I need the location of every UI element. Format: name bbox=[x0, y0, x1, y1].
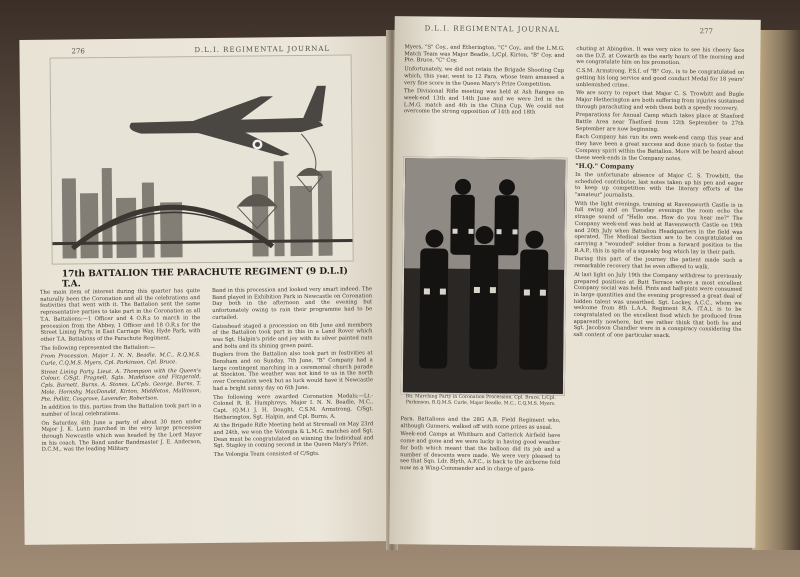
left-column-1 bbox=[40, 288, 202, 456]
right-column-2 bbox=[573, 46, 744, 343]
paragraph: In the unfortunate absence of Major C. S. Trowbitt, the scheduled contributor, last notes taken up his pen and eager to keep up competition with the literary efforts of the "amateur" journalists. bbox=[574, 171, 744, 199]
photo-caption: Bn. Marching Party in Coronation Procession. Cpl. Bruce, L/Cpl. Parkinson, R.Q.M.S. Curle, Major Beadle, M.C., C.Q.M.S. Myers. bbox=[405, 394, 556, 407]
paragraph: At last light on July 19th the Company withdrew to previously prepared positions at Butt Terrace where a most excellent Company social was held. Pints and half-pints were consumed in large quantities and the evening progressed a great deal of hidden talent was unearthed. Sgt. Lockey, A.C.C., whom we welcome from 8th L.A.A. Regiment R.A. (T.A.), is to be congratulated on the excellent food which he produced from apparently nowhere, but we rather think that both he and Sgt. Jacobson Chandler were in a conspiracy considering the salt content of one particular snack. bbox=[573, 271, 743, 340]
paragraph: Unfortunately, we did not retain the Brigade Shooting Cup which, this year, went to 12 Para, whose team amassed a very fine score in the Queen Mary's Prize Competition. bbox=[404, 66, 565, 88]
marching-party-photo bbox=[401, 156, 567, 396]
paragraph: On Saturday, 6th June a party of about 30 men under Major J. K. Lunn marched in the very large procession through Newcastle which was headed by the Lord Mayor in his coach. The Band under Bandmaster J. E. Anderson, D.C.M., was the leading Military bbox=[41, 418, 202, 454]
paragraph: Gateshead staged a procession on 6th June and members of the Battalion took part in this in a Land Rover which was Sgt. Halpin's pride and joy with its silver painted nuts and bolts and its shining green paint. bbox=[212, 321, 373, 350]
aircraft-parachute-illustration bbox=[50, 54, 354, 264]
right-column-1-top bbox=[404, 44, 565, 119]
paragraph: From Procession. Major I. N. N. Beadle, M.C., R.Q.M.S. Curle, C.Q.M.S. Myers, Cpl. Parkinson, Cpl. Bruce. bbox=[40, 352, 201, 367]
paragraph: Preparations for Annual Camp which takes place at Stanford Battle Area near Thetford from 12th September to 27th September are now beginning. bbox=[575, 112, 744, 133]
paragraph: The Divisional Rifle meeting was held at Ash Ranges on week-end 13th and 14th June and we were 3rd in the L.M.G. match and 4th in the China Cup. We could not overcome the strong opposition of 14th and 18th bbox=[403, 88, 565, 116]
paragraph: Street Lining Party. Lieut. A. Thompson with the Queen's Colour, C/Sgt. Pragnell, Sgts. Maddison and Fitzgerald, Cpls. Barnett, Burns, A. Stones, L/Cpls. George, Burns, T. Mole, Hornsby, MacDonald, Kirton, Middleton, Mallinson, Pte. Pollitt, Cosgrove, Lavender, Robertson. bbox=[40, 367, 202, 403]
paragraph: Myers, "S" Coy., and Etherington, "C" Coy., and the L.M.G. Match Team was Major Beadle, L/Cpl. Kirton, "B" Coy. and Pte. Bruce, "C" Coy. bbox=[404, 44, 565, 65]
paragraph: The main item of interest during this quarter has quite naturally been the Coronation and all the celebrations and festivities that went with it. The Battalion sent the same representative parties to take part in the Coronation as all T.A. Battalions:—1 Officer and 4 O.R.s to march in the procession from the Abbey, 1 Officer and 18 O.R.s for the Street Lining Party, in East Carriage Way, Hyde Park, with other T.A. Battalions of the Parachute Regiment. bbox=[39, 288, 201, 343]
right-page-number: 277 bbox=[699, 27, 714, 36]
paragraph: C.S.M. Armstrong, P.S.I. of "B" Coy., is to be congratulated on getting his long service and good conduct Medal for 18 years' unblemished crime. bbox=[576, 68, 745, 89]
right-page bbox=[389, 16, 761, 548]
paragraph: In addition to this, parties from the Battalion took part in a number of local celebrations. bbox=[41, 403, 202, 418]
paragraph: The following represented the Battalion:— bbox=[40, 344, 156, 352]
left-running-header: D.L.I. REGIMENTAL JOURNAL bbox=[194, 44, 331, 55]
paragraph: At the Brigade Rifle Meeting held at Strensall on May 23rd and 24th, we won the Volongia & L.M.G. matches and Sgt. Dean must be congratulated on winning the Individual and Sgt. Stapley in coming second in the Queen Mary's Prize. bbox=[213, 421, 374, 450]
right-column-1-bottom bbox=[400, 416, 561, 475]
paragraph: chuting at Abingdon. It was very nice to see his cheery face on the D.Z. at Cowarth as the early hours of the morning and we congratulate him on his promotion. bbox=[576, 46, 745, 67]
paragraph: Band in this procession and looked very smart indeed. The Band played in Exhibition Park in Newcastle on Coronation Day both in the afternoon and the evening but unfortunately owing to rain their programme had to be curtailed. bbox=[211, 286, 373, 321]
left-column-2 bbox=[212, 286, 374, 461]
left-page bbox=[19, 36, 394, 545]
paragraph: We are sorry to report that Major C. S. Trowbitt and Bugle Major Hetherington are both suffering from injuries sustained through parachuting and wish them both a speedy recovery. bbox=[575, 90, 744, 112]
paragraph: During this part of the journey the patient made such a remarkable recovery that he even offered to walk. bbox=[574, 256, 743, 271]
paragraph: With the light evenings, training at Ravensworth Castle is in full swing and on Tuesday evenings the room echo the strange sound of "Hello one. How do you hear me?" The Company week-end was held at Ravensworth Castle on 19th and 20th July when Battalion Headquarters in the field was operated. The Medical Section are to be congratulated on carrying a "wounded" soldier from a forward position to the R.A.P., this in spite of a squeaky bog which lay in their path. bbox=[574, 200, 743, 256]
paragraph: Para. Battalions and the 28G A.B. Field Regiment who, although Gunners, walked off with some prizes as usual. bbox=[400, 416, 561, 431]
left-page-number: 276 bbox=[71, 47, 85, 56]
paragraph: Each Company has run its own week-end camp this year and they have been a great success and done much to foster the Company spirit within the Battalion. More will be heard about these week-ends in the Company notes. bbox=[575, 134, 744, 162]
paragraph: Week-end Camps at Whitburn and Catterick Airfield have come and gone and we were lucky in having good weather for both which meant that the balloon did its job and a number of descents were made. We were very pleased to see that Sqn. Ldr. Blyth, A.F.C., is back to the airborne fold now as a Wing-Commander and in charge of para- bbox=[400, 431, 561, 473]
right-running-header: D.L.I. REGIMENTAL JOURNAL bbox=[424, 24, 561, 34]
article-title: 17th BATTALION THE PARACHUTE REGIMENT (9 D.L.I) T.A. bbox=[61, 266, 348, 290]
paragraph: The Volongia Team consisted of C/Sgts. bbox=[213, 451, 320, 459]
paragraph: Buglers from the Battalion also took part in festivities at Bensham and on Sunday, 7th June, "B" Company had a large contingent marching in a ceremonial church parade at Stockton. The weather was not kind to us in the north over Coronation week but as luck would have it Newcastle had a bright sunny day on 6th June. bbox=[212, 350, 373, 392]
section-heading: "H.Q." Company bbox=[575, 162, 634, 171]
paragraph: The following were awarded Coronation Medals:—Lt.-Colonel R. B. Humphreys, Major I. N. N. Beadle, M.C., Capt. (Q.M.) J. H. Dought, C.S.M. Armstrong, C/Sgt. Hetherington, Sgt. Halpin, and Cpl. Burns, A. bbox=[213, 392, 374, 421]
